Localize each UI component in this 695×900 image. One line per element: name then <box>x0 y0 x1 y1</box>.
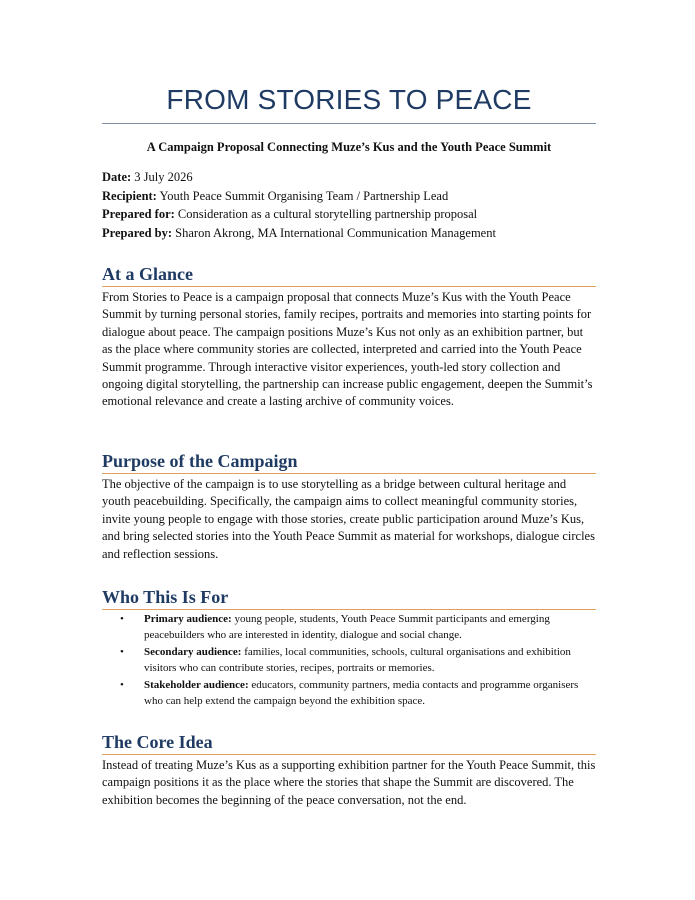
meta-prepared-for <box>102 205 596 224</box>
section-body: Instead of treating Muze’s Kus as a supporting exhibition partner for the Youth Peace Summit, this campaign positions it as the place where the stories that shape the Summit are discovered. The exhibition becomes the beginning of the peace conversation, not the end. <box>102 758 596 807</box>
bullet-icon: • <box>120 646 124 659</box>
bullet-label: Stakeholder audience: <box>144 679 249 692</box>
audience-list <box>102 612 596 710</box>
bullet-label: Primary audience: <box>144 613 232 625</box>
meta-prepared-by <box>102 224 596 243</box>
document-meta <box>102 168 596 242</box>
meta-recipient-value: Youth Peace Summit Organising Team / Partnership Lead <box>159 188 449 203</box>
section-core-idea <box>102 731 596 809</box>
document-title: FROM STORIES TO PEACE <box>166 84 532 115</box>
bullet-text: young people, students, Youth Peace Summit participants and emerging peacebuilders who are interested in identity, dialogue and social change. <box>144 613 550 641</box>
section-heading: The Core Idea <box>102 731 596 755</box>
meta-date-label: Date: <box>102 170 132 184</box>
section-heading: Who This Is For <box>102 586 596 610</box>
section-heading: At a Glance <box>102 263 596 287</box>
meta-prepared-for-value: Consideration as a cultural storytelling partnership proposal <box>177 207 478 221</box>
meta-prepared-by-label: Prepared by: <box>102 225 173 240</box>
meta-prepared-by-value: Sharon Akrong, MA International Communication Management <box>175 225 496 240</box>
meta-recipient <box>102 187 596 206</box>
meta-date <box>102 168 596 187</box>
bullet-label: Secondary audience: <box>144 646 242 659</box>
title-divider <box>102 123 596 124</box>
section-body: From Stories to Peace is a campaign proposal that connects Muze’s Kus with the Youth Peace Summit by turning personal stories, family recipes, portraits and memories into starting points for dialogue about peace. The campaign positions Muze’s Kus not only as an exhibition partner, but as the place where community stories are collected, interpreted and carried into the Youth Peace Summit programme. Through interactive visitor experiences, youth-led story collection and ongoing digital storytelling, the partnership can increase public engagement, deepen the Summit’s emotional relevance and create a lasting archive of community voices. <box>102 290 593 409</box>
section-purpose <box>102 450 596 563</box>
list-item <box>102 612 596 643</box>
meta-prepared-for-label: Prepared for: <box>102 207 175 221</box>
meta-recipient-label: Recipient: <box>102 188 157 203</box>
section-at-a-glance <box>102 263 596 411</box>
list-item <box>102 678 596 709</box>
meta-date-value: 3 July 2026 <box>134 170 193 184</box>
bullet-text: educators, community partners, media contacts and programme organisers who can help extend the campaign beyond the exhibition space. <box>144 679 579 707</box>
list-item <box>102 645 596 676</box>
section-body: The objective of the campaign is to use storytelling as a bridge between cultural heritage and youth peacebuilding. Specifically, the campaign aims to collect meaningful community stories, invite young people to engage with those stories, create public participation around Muze’s Kus, and bring selected stories into the Youth Peace Summit as material for workshops, dialogue circles and reflection sessions. <box>102 477 595 561</box>
section-heading: Purpose of the Campaign <box>102 450 596 474</box>
bullet-text: families, local communities, schools, cultural organisations and exhibition visitors who can contribute stories, recipes, portraits or memories. <box>144 646 571 674</box>
bullet-icon: • <box>120 613 124 625</box>
document-subtitle: A Campaign Proposal Connecting Muze’s Kus and the Youth Peace Summit <box>146 140 552 154</box>
bullet-icon: • <box>120 679 124 692</box>
section-audience <box>102 586 596 712</box>
